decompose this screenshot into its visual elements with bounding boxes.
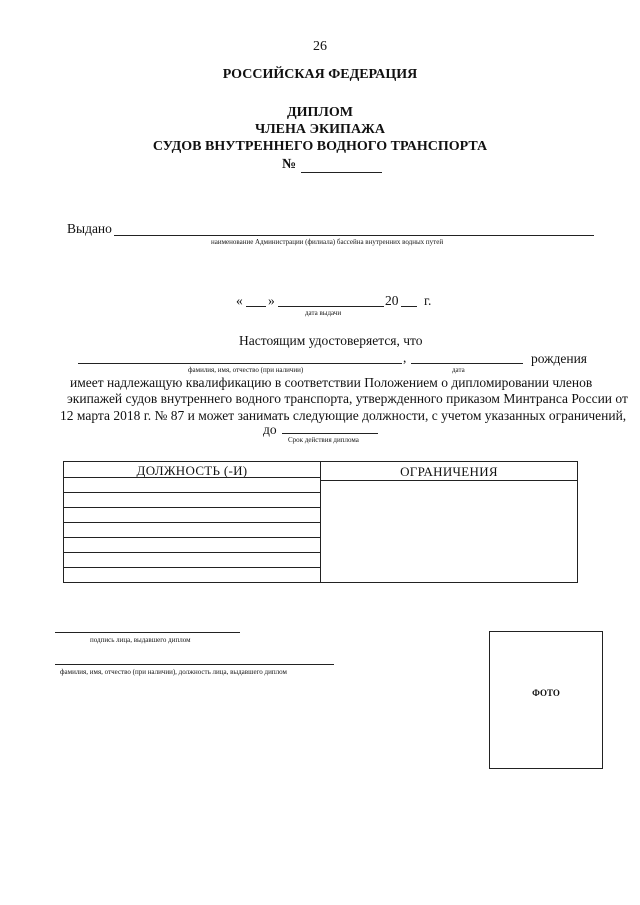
diploma-title-line-1: ДИПЛОМ	[287, 105, 353, 120]
body-line-2: экипажей судов внутреннего водного транспорта, утвержденного приказом Минтранса России от	[67, 391, 628, 406]
until-word: до	[263, 422, 277, 437]
signature-line	[55, 632, 240, 633]
birth-date-caption: дата	[452, 366, 465, 374]
photo-box	[489, 631, 603, 769]
issuer-name-position-line	[55, 664, 334, 665]
diploma-title-line-3: СУДОВ ВНУТРЕННЕГО ВОДНОГО ТРАНСПОРТА	[152, 139, 488, 154]
restrictions-header: ОГРАНИЧЕНИЯ	[400, 464, 498, 479]
page-number: 26	[313, 39, 327, 54]
issuer-caption: наименование Администрации (филиала) бассейна внутренних водных путей	[211, 238, 444, 246]
diploma-number-line	[301, 172, 382, 173]
comma: ,	[403, 350, 407, 365]
positions-table	[63, 461, 578, 583]
validity-line	[282, 433, 378, 434]
birth-word: рождения	[531, 351, 588, 366]
table-row	[64, 477, 320, 478]
body-line-1: имеет надлежащую квалификацию в соответствии Положением о дипломировании членов	[70, 375, 593, 390]
table-row	[64, 552, 320, 553]
issued-label: Выдано	[67, 221, 112, 236]
date-quote-close: »	[268, 293, 275, 308]
table-row	[64, 507, 320, 508]
photo-label: ФОТО	[532, 688, 560, 698]
day-line	[246, 306, 266, 307]
country-heading: РОССИЙСКАЯ ФЕДЕРАЦИЯ	[222, 67, 418, 82]
issue-date-caption: дата выдачи	[305, 309, 342, 317]
year-suffix: г.	[424, 293, 432, 308]
signature-caption: подпись лица, выдавшего диплом	[90, 636, 191, 644]
table-row	[64, 492, 320, 493]
table-row	[64, 522, 320, 523]
issuer-name-position-caption: фамилия, имя, отчество (при наличии), должность лица, выдавшего диплом	[60, 668, 287, 676]
birth-date-line	[411, 363, 523, 364]
year-line	[401, 306, 417, 307]
number-sign: №	[282, 157, 297, 172]
holder-name-line	[78, 363, 402, 364]
table-row	[64, 537, 320, 538]
holder-name-caption: фамилия, имя, отчество (при наличии)	[188, 366, 304, 374]
diploma-title-line-2: ЧЛЕНА ЭКИПАЖА	[254, 122, 386, 137]
issuer-line	[114, 235, 594, 236]
table-header-line	[321, 480, 577, 481]
body-line-3: 12 марта 2018 г. № 87 и может занимать следующие должности, с учетом указанных ограничений,	[60, 408, 627, 423]
year-prefix: 20	[385, 293, 399, 308]
month-line	[278, 306, 384, 307]
certify-intro: Настоящим удостоверяется, что	[239, 333, 423, 348]
validity-caption: Срок действия диплома	[288, 436, 359, 444]
table-row	[64, 567, 320, 568]
date-quote-open: «	[236, 293, 243, 308]
positions-header: ДОЛЖНОСТЬ (-И)	[136, 463, 248, 478]
